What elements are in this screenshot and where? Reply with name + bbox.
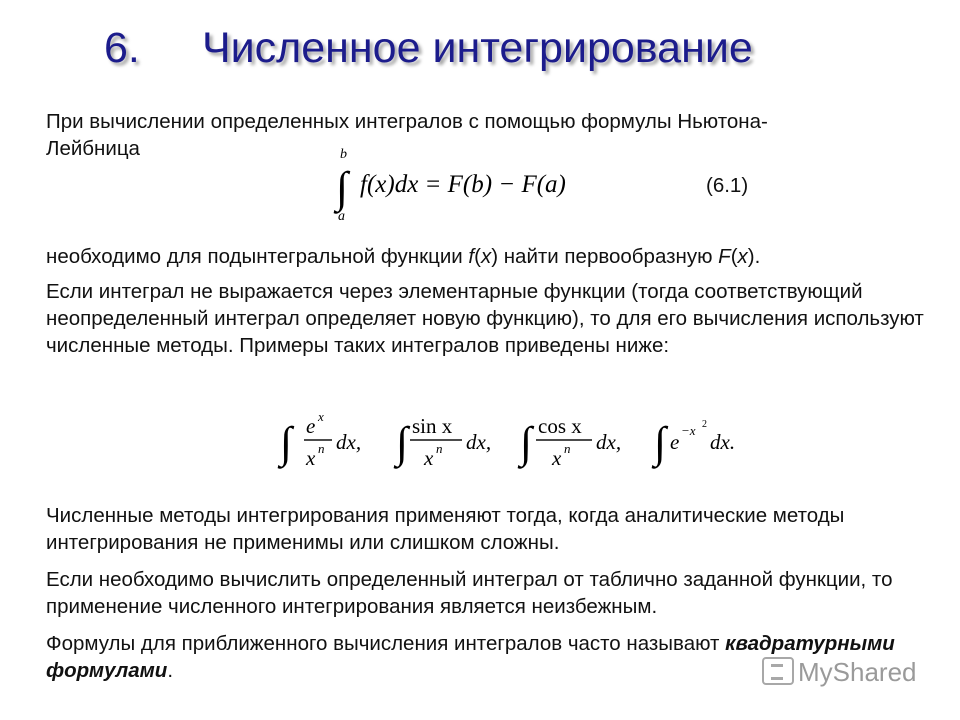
antiderivative-paragraph: необходимо для подынтегральной функции f(x) найти первообразную F(x). xyxy=(46,245,761,268)
integral-sign-icon: ∫ xyxy=(280,418,293,467)
example-integral-2 xyxy=(393,414,491,470)
numerator: cos x xyxy=(538,414,582,438)
integral-lower-limit: a xyxy=(338,209,345,224)
example-integral-4 xyxy=(651,418,735,469)
denominator-exponent: n xyxy=(318,441,325,456)
presentation-icon xyxy=(762,657,794,685)
watermark-logo xyxy=(762,657,917,688)
denominator: x xyxy=(552,446,562,470)
quadrature-text: Формулы для приближенного вычисления интегралов часто называют xyxy=(46,632,726,655)
denominator-exponent: n xyxy=(564,441,571,456)
example-integral-1 xyxy=(277,409,361,470)
numerical-methods-paragraph: Если интеграл не выражается через элементарные функции (тогда соответствующий неопределенный интеграл определяет новую функцию), то для его вычисления используют численные методы. Примеры таких интегралов приведены ниже: xyxy=(46,280,924,357)
antiderivative-text-1: необходимо для подынтегральной функции xyxy=(46,245,469,268)
function-f: f xyxy=(468,245,475,268)
slide-number: 6. xyxy=(104,24,140,72)
differential: dx, xyxy=(336,430,362,454)
numerator-exponent: x xyxy=(318,409,324,424)
intro-line-1: При вычислении определенных интегралов с помощью формулы Ньютона- xyxy=(46,110,768,133)
variable-x-2: x xyxy=(737,245,748,268)
denominator: x xyxy=(306,446,316,470)
antiderivative-text-2: найти первообразную xyxy=(498,245,719,268)
integral-sign-icon: ∫ xyxy=(654,418,667,467)
exponent: −x xyxy=(681,423,696,438)
watermark-text: MyShared xyxy=(798,657,917,687)
numerator: sin x xyxy=(412,414,453,438)
quadrature-period: . xyxy=(167,659,174,682)
differential: dx, xyxy=(466,430,492,454)
example-integral-3 xyxy=(517,414,621,470)
differential: dx, xyxy=(596,430,622,454)
denominator-exponent: n xyxy=(436,441,443,456)
apply-paragraph: Численные методы интегрирования применяют тогда, когда аналитические методы интегрирования не применимы или слишком сложны. xyxy=(46,504,845,554)
integral-upper-limit: b xyxy=(340,147,347,162)
exponent-base: e xyxy=(670,430,680,454)
differential: dx. xyxy=(710,430,736,454)
variable-x-1: x xyxy=(480,245,492,268)
formula-body: f(x)dx = F(b) − F(a) xyxy=(360,171,566,198)
tabular-paragraph: Если необходимо вычислить определенный интеграл от таблично заданной функции, то применение численного интегрирования является неизбежным. xyxy=(46,568,893,618)
slide-title-text: Численное интегрирование xyxy=(202,24,753,72)
equation-number: (6.1) xyxy=(706,174,749,197)
newton-leibniz-formula xyxy=(330,140,620,230)
integral-sign-icon: ∫ xyxy=(396,418,409,467)
integral-sign-icon: ∫ xyxy=(336,163,349,212)
example-integrals xyxy=(270,405,770,477)
denominator: x xyxy=(424,446,434,470)
numerator: e xyxy=(306,414,316,438)
function-F: F xyxy=(718,245,731,268)
integral-sign-icon: ∫ xyxy=(520,418,533,467)
intro-line-2: Лейбница xyxy=(46,137,140,160)
quadrature-term: квадратурными формулами xyxy=(46,632,895,682)
exponent-power: 2 xyxy=(702,419,707,430)
slide-title xyxy=(104,24,753,73)
